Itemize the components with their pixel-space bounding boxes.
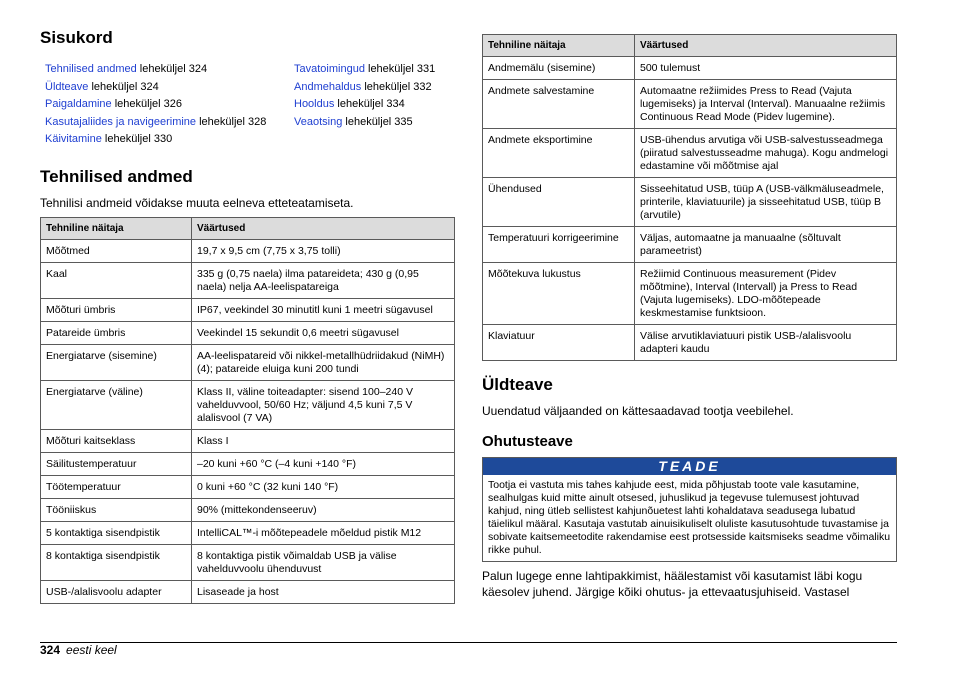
toc-link[interactable]: Käivitamine [45,133,102,145]
spec-value: IP67, veekindel 30 minutitl kuni 1 meetri sügavusel [192,298,455,321]
toc-item[interactable] [40,114,289,132]
table-row [483,325,897,361]
table-row [483,178,897,227]
table-row [483,57,897,80]
spec-name: Ühendused [483,178,635,227]
spec-name: Energiatarve (väline) [41,380,192,429]
safety-text: Palun lugege enne lahtipakkimist, häälestamist või kasutamist läbi kogu käesolev juhend. Järgige kõiki ohutus- ja ettevaatusjuhiseid. Vastasel [482,569,863,599]
table-row [41,262,455,298]
spec-value: Automaatne režiimides Press to Read (Vajuta lugemiseks) ja Interval (Interval). Manuaalne režiimis Continuous Read Mode (Pidev lugemine). [635,80,897,129]
toc-page: lehekülje​l 324 [139,63,208,75]
column-header: Tehniline näitaja [41,217,192,239]
table-row [483,80,897,129]
toc-link[interactable]: Hooldus [294,98,335,110]
spec-value: Klass II, väline toiteadapter: sisend 100–240 V vahelduvvool, 50/60 Hz; väljund 4,5 kuni 7,5 V alalisvool (7 VA) [192,380,455,429]
spec-value: 335 g (0,75 naela) ilma patareideta; 430 g (0,95 naela) nelja AA-leelispatareiga [192,262,455,298]
column-header: Väärtused [192,217,455,239]
spec-name: Andmete eksportimine [483,129,635,178]
table-row [41,298,455,321]
toc-item[interactable] [40,96,289,114]
spec-value: AA-leelispatareid või nikkel-metallhüdriidakud (NiMH) (4); patareide eluiga kuni 200 tundi [192,344,455,380]
spec-name: Mõõtekuva lukustus [483,263,635,325]
spec-name: Andmemälu (sisemine) [483,57,635,80]
table-header-row [483,35,897,57]
spec-name: Mõõturi ümbris [41,298,192,321]
page-footer [40,643,117,657]
spec-value: 19,7 x 9,5 cm (7,75 x 3,75 tolli) [192,239,455,262]
toc-link[interactable]: Tehnilised andmed [45,63,137,75]
toc-link[interactable]: Paigaldamine [45,98,112,110]
notice-text: Tootja ei vastuta mis tahes kahjude eest, mida põhjustab toote vale kasutamine, sealhulgas kuid mitte ainult otsesed, juhuslikud ja tegevuse tulemusest johtuvad kahjud, ning ütleb sellistest kahjunõuetest lahti kohaldatava seadusega lubatud täielikul määral. Kasutaja vastutab ainuisikuliselt oluliste kasutusohtude tuvastamise ja sobivate kaitsemeetodite rakendamise eest protsesside kaitsmiseks seadme võimaliku rikke puhul. [488,479,891,556]
right-column [482,34,897,600]
spec-value: Veekindel 15 sekundit 0,6 meetri sügavusel [192,321,455,344]
toc-item[interactable] [40,131,289,149]
tech-table-continued [482,34,897,361]
spec-name: Kaal [41,262,192,298]
spec-name: USB-/alalisvoolu adapter [41,580,192,603]
toc-item[interactable] [289,96,455,114]
spec-name: Mõõturi kaitseklass [41,429,192,452]
toc-item[interactable] [40,79,289,97]
spec-name: Temperatuuri korrigeerimine [483,227,635,263]
table-of-contents [40,61,455,149]
spec-name: Klaviatuur [483,325,635,361]
footer-language: eesti keel [66,643,117,657]
spec-value: 8 kontaktiga pistik võimaldab USB ja välise vahelduvvoolu ühenduvust [192,544,455,580]
toc-item[interactable] [289,114,455,132]
toc-title: Sisukord [40,28,113,47]
toc-page: leheküljel 331 [368,63,436,75]
table-row [41,429,455,452]
column-header: Väärtused [635,35,897,57]
spec-value: USB-ühendus arvutiga või USB-salvestusseadmega (piiratud salvestusseadme mahuga). Kogu andmelogi edastamine või mõõtmise ajal [635,129,897,178]
left-column [40,28,455,604]
table-row [41,321,455,344]
column-header: Tehniline näitaja [483,35,635,57]
toc-item[interactable] [289,79,455,97]
spec-value: 0 kuni +60 °C (32 kuni 140 °F) [192,475,455,498]
spec-name: Säilitustemperatuur [41,452,192,475]
spec-value: Sisseehitatud USB, tüüp A (USB-välkmäluseadmele, printerile, klaviatuurile) ja sisseehitatud USB, tüüp B (arvutile) [635,178,897,227]
table-row [41,239,455,262]
spec-value: Väljas, automaatne ja manuaalne (sõltuvalt parameetrist) [635,227,897,263]
table-row [41,521,455,544]
spec-value: –20 kuni +60 °C (–4 kuni +140 °F) [192,452,455,475]
toc-item[interactable] [289,61,455,79]
table-row [483,129,897,178]
spec-name: Patareide ümbris [41,321,192,344]
spec-name: Energiatarve (sisemine) [41,344,192,380]
toc-page: leheküljel 326 [114,98,182,110]
toc-page: leheküljel 328 [199,115,267,128]
toc-right-column [289,61,455,149]
toc-left-column [40,61,289,149]
spec-name: Tööniiskus [41,498,192,521]
notice-box [482,457,897,562]
spec-value: Lisaseade ja host [192,580,455,603]
table-row [41,475,455,498]
spec-value: Klass I [192,429,455,452]
general-title: Üldteave [482,375,553,394]
toc-item[interactable] [40,61,289,79]
tech-title: Tehnilised andmed [40,166,193,186]
tech-intro: Tehnilisi andmeid võidakse muuta eelneva etteteatamiseta. [40,195,354,210]
toc-link[interactable]: Tavatoimingud [294,63,365,75]
table-row [483,227,897,263]
table-row [41,580,455,603]
spec-name: 8 kontaktiga sisendpistik [41,544,192,580]
safety-title: Ohutusteave [482,433,573,450]
toc-page: leheküljel 324 [91,80,159,93]
toc-link[interactable]: Andmehaldus [294,80,362,93]
notice-label: TEADE [483,458,896,475]
spec-name: Mõõtmed [41,239,192,262]
toc-page: leheküljel 330 [104,133,173,145]
spec-value: 90% (mittekondenseeruv) [192,498,455,521]
table-row [41,498,455,521]
page-number: 324 [40,643,61,657]
toc-page: leheküljel 332 [364,80,432,93]
tech-table [40,217,455,604]
general-text: Uuendatud väljaanded on kättesaadavad tootja veebilehel. [482,404,794,418]
table-row [41,380,455,429]
spec-value: Välise arvutiklaviatuuri pistik USB-/alalisvoolu adapteri kaudu [635,325,897,361]
table-row [41,452,455,475]
spec-name: Andmete salvestamine [483,80,635,129]
spec-name: 5 kontaktiga sisendpistik [41,521,192,544]
table-row [483,263,897,325]
toc-link[interactable]: Kasutajaliides ja navigeerimine [45,115,197,128]
toc-link[interactable]: Üldteave [45,80,89,93]
toc-link[interactable]: Veaotsing [294,115,343,128]
spec-value: Režiimid Continuous measurement (Pidev mõõtmine), Interval (Intervall) ja Press to Read (Vajuta lugemiseks). LDO-mõõtepeade keskmestamise funktsioon. [635,263,897,325]
table-row [41,544,455,580]
spec-name: Töötemperatuur [41,475,192,498]
spec-value: IntelliCAL™-i mõõtepeadele mõeldud pistik M12 [192,521,455,544]
toc-page: leheküljel 335 [345,115,413,128]
table-header-row [41,217,455,239]
toc-page: leheküljel 334 [337,98,405,110]
table-row [41,344,455,380]
footer-divider [40,642,897,643]
spec-value: 500 tulemust [635,57,897,80]
